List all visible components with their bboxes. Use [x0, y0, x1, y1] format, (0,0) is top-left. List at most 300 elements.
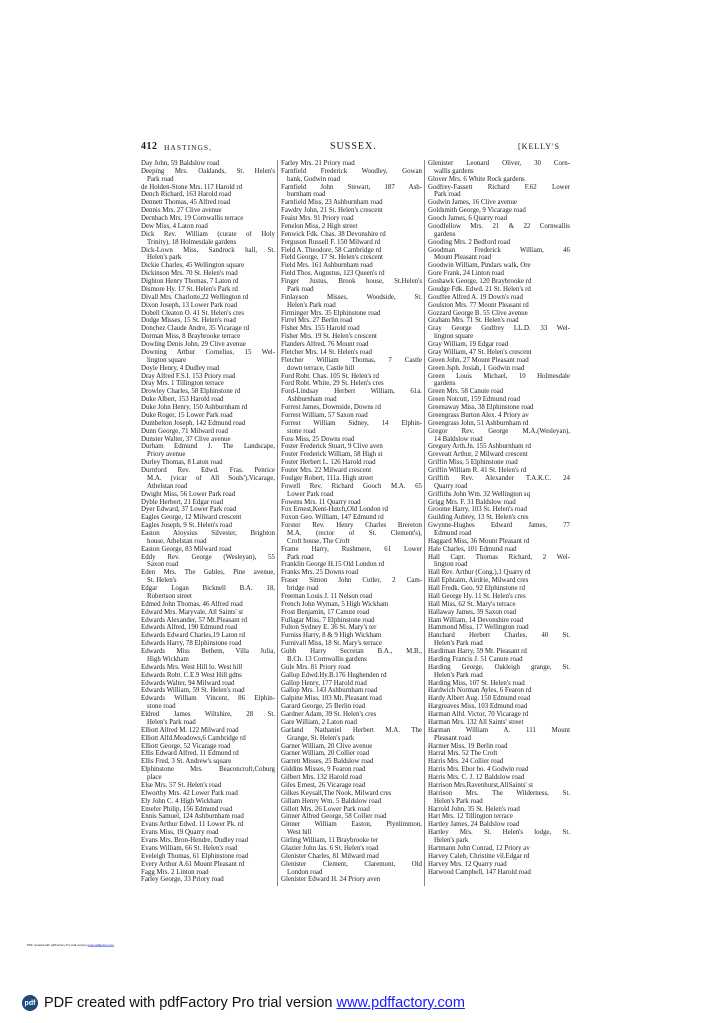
- entry-line: Gore Frank, 24 Linton road: [428, 270, 504, 278]
- entry-line: Frost Benjamin, 17 Canute road: [281, 608, 370, 616]
- directory-entry: [141, 680, 275, 688]
- entry-line: Fox Ernest,Kent-Hutch,Old London rd: [281, 506, 388, 514]
- entry-continuation-line: Saxon road: [147, 561, 179, 569]
- entry-line: de Holden-Stone Mrs. 117 Harold rd: [141, 183, 243, 191]
- directory-entry: [428, 593, 570, 601]
- entry-line: Greengrass Burton Alex. 4 Priory av: [428, 411, 529, 419]
- directory-entry: [141, 317, 275, 325]
- directory-entry: [281, 420, 422, 436]
- entry-line: Green Louis Michael, 10 Holmesdale: [428, 372, 570, 380]
- entry-line: Farley Mrs. 21 Priory road: [281, 160, 355, 167]
- entry-line: Easton Aloysius Silvester, Brighton: [141, 530, 275, 538]
- entry-line: Foulger Robert, 111a. High street: [281, 474, 374, 482]
- directory-entry: [428, 310, 570, 318]
- entry-continuation-line: Helen's Park road: [287, 301, 336, 309]
- entry-line: Hardy Albert Aug. 150 Edmund road: [428, 695, 531, 703]
- directory-entry: [428, 758, 570, 766]
- entry-line: Garner William, 20 Collier road: [281, 750, 370, 758]
- directory-entry: [141, 601, 275, 609]
- entry-continuation-line: B.Ch. 13 Cornwallis gardens: [287, 655, 367, 663]
- entry-line: Duke John Henry, 150 Ashburnham rd: [141, 404, 248, 412]
- entry-line: Haggard Miss, 36 Mount Pleasant rd: [428, 537, 530, 545]
- directory-entry: [428, 459, 570, 467]
- small-footer-text: PDF created with pdfFactory Pro trial version: [27, 944, 87, 947]
- entry-line: Edwards Walter, 94 Milward road: [141, 679, 235, 687]
- entry-line: Harrison Mrs. The Wilderness, St.: [428, 789, 570, 797]
- entry-line: Forrest James, Downside, Downs rd: [281, 404, 381, 412]
- entry-line: Gilbert Mrs. 132 Harold road: [281, 774, 362, 782]
- entry-line: Edwards William, 59 St. Helen's road: [141, 687, 245, 695]
- directory-entry: [281, 254, 422, 262]
- directory-entry: [141, 845, 275, 853]
- directory-entry: [141, 436, 275, 444]
- entry-line: Griffith Rev. Alexander T.A.K.C. 24: [428, 474, 570, 482]
- entry-line: Dray Mrs. 1 Tillington terrace: [141, 380, 224, 388]
- directory-entry: [281, 648, 422, 664]
- entry-line: Edwards Alexander, 57 Mt.Pleasant rd: [141, 616, 248, 624]
- entry-line: Dowling Denis John, 29 Clive avenue: [141, 341, 246, 349]
- directory-entry: [428, 727, 570, 743]
- directory-entry: [428, 420, 570, 428]
- entry-line: Glover Mrs. 6 White Rock gardens: [428, 175, 525, 183]
- directory-entry: [428, 546, 570, 554]
- entry-line: Greveatt Arthur, 2 Milward crescent: [428, 451, 528, 459]
- entry-line: Furniss Harry, 8 & 9 High Wickham: [281, 632, 382, 640]
- entry-line: Elliott Alfd.Meadows,6 Cambridge rd: [141, 734, 246, 742]
- directory-entry: [281, 270, 422, 278]
- entry-line: Forrest William, 57 Saxon road: [281, 411, 368, 419]
- entry-line: Harris Mrs. 24 Collier road: [428, 758, 504, 766]
- directory-entry: [281, 239, 422, 247]
- directory-entry: [281, 341, 422, 349]
- entry-line: Glenister Edward H. 24 Priory aven: [281, 876, 381, 884]
- entry-line: Edwards Robt. C.E.9 West Hill gdns: [141, 671, 242, 679]
- entry-continuation-line: bridge road: [287, 585, 319, 593]
- entry-line: Fraser Simon John Cutler, 2 Cam-: [281, 577, 422, 585]
- entry-line: Eveleigh Thomas, 61 Elphinstone road: [141, 852, 249, 860]
- directory-entry: [141, 294, 275, 302]
- entry-line: Fenwick Fdk. Chas. 38 Devonshire rd: [281, 230, 386, 238]
- directory-entry: [141, 522, 275, 530]
- entry-line: Foster Frederick William, 58 High st: [281, 451, 383, 459]
- entry-line: Foster Frederick Stuart, 9 Clive aven: [281, 443, 383, 451]
- directory-entry: [281, 632, 422, 640]
- entry-line: Ham William, 14 Devonshire road: [428, 616, 524, 624]
- entry-line: Elphinstone Mrs. Beaconcroft,Coburg: [141, 766, 275, 774]
- entry-line: Garard George, 25 Berlin road: [281, 703, 366, 711]
- directory-entry: [281, 750, 422, 758]
- directory-entry: [141, 302, 275, 310]
- entry-line: Dorman Miss, 8 Braybrooke terrace: [141, 333, 241, 341]
- entry-line: Farnfield John Stewart, 187 Ash-: [281, 183, 422, 191]
- entry-line: Evans Mrs. Bron-Hendre, Dudley road: [141, 837, 249, 845]
- running-head-county: SUSSEX.: [330, 141, 377, 152]
- directory-entry: [141, 499, 275, 507]
- entry-line: Glenister Charles, 81 Milward road: [281, 852, 379, 860]
- entry-line: Harmer Miss, 19 Berlin road: [428, 742, 508, 750]
- entry-line: Dray Alfred F.S.I. 153 Priory road: [141, 372, 236, 380]
- directory-entry: [428, 585, 570, 593]
- entry-continuation-line: lington square: [434, 333, 474, 341]
- directory-entry: [141, 735, 275, 743]
- directory-entry: [141, 404, 275, 412]
- entry-line: Farnfield Frederick Woodley, Gowan: [281, 167, 422, 175]
- directory-entry: [281, 680, 422, 688]
- directory-entry: [428, 869, 570, 877]
- directory-entry: [281, 522, 422, 546]
- entry-line: Dismore Hy. 17 St. Helen's Park rd: [141, 285, 238, 293]
- directory-entry: [428, 569, 570, 577]
- directory-entry: [281, 695, 422, 703]
- footer-text: PDF created with pdfFactory Pro trial version: [44, 995, 333, 1011]
- entry-line: Edwards Edward Charles,19 Laton rd: [141, 632, 245, 640]
- directory-entry: [281, 561, 422, 569]
- directory-entry: [141, 821, 275, 829]
- directory-entry: [141, 373, 275, 381]
- directory-entry: [281, 262, 422, 270]
- small-footer-link[interactable]: www.pdffactory.com: [87, 944, 115, 947]
- entry-line: Hall Rev. Arthur (Cong.),1 Quarry rd: [428, 569, 531, 577]
- entry-line: Godwin James, 16 Clive avenue: [428, 199, 517, 207]
- entry-continuation-line: St. Helen's: [147, 577, 177, 585]
- entry-continuation-line: Park road: [287, 553, 314, 561]
- entry-line: Gare William, 2 Laton road: [281, 718, 357, 726]
- entry-continuation-line: Helen's Park road: [147, 718, 196, 726]
- directory-entry: [281, 672, 422, 680]
- directory-entry: [281, 758, 422, 766]
- directory-entry: [141, 782, 275, 790]
- directory-entry: [428, 821, 570, 829]
- entry-line: Gallop Edwd.Hy.B.176 Hughenden rd: [281, 671, 387, 679]
- directory-entry: [428, 475, 570, 491]
- directory-entry: [141, 585, 275, 601]
- entry-line: Hartley James, 24 Baldslow road: [428, 821, 520, 829]
- entry-line: Ferguson Russell F. 150 Milward rd: [281, 238, 381, 246]
- entry-line: Dennis Mrs. 27 Clive avenue: [141, 207, 222, 215]
- directory-entry: [428, 853, 570, 861]
- directory-entry: [141, 365, 275, 373]
- directory-entry: [141, 869, 275, 877]
- entry-line: Downing Arthur Cornelius, 15 Wel-: [141, 348, 275, 356]
- entry-line: Field A. Theodore, 58 Cambridge rd: [281, 246, 382, 254]
- entry-line: Harman William A. 111 Mount: [428, 726, 570, 734]
- entry-line: Goulston Mrs. 77 Mount Pleasant rd: [428, 301, 529, 309]
- directory-entry: [141, 853, 275, 861]
- entry-line: French John Wyman, 5 High Wickham: [281, 600, 389, 608]
- directory-entry: [428, 223, 570, 239]
- entry-line: Ginner Alfred George, 58 Collier road: [281, 813, 387, 821]
- entry-line: Feaist Mrs. 91 Priory road: [281, 215, 354, 223]
- entry-line: Dernbach Mrs. 19 Cornwallis terrace: [141, 215, 244, 223]
- entry-continuation-line: gardens: [434, 380, 456, 388]
- directory-entry: [281, 317, 422, 325]
- directory-entry: [428, 538, 570, 546]
- entry-line: Giddins Misses, 9 Fearon road: [281, 766, 366, 774]
- entry-line: Harding George, Oakleigh grange, St.: [428, 663, 570, 671]
- directory-entry: [141, 184, 275, 192]
- directory-entry: [281, 853, 422, 861]
- entry-line: Gallop Henry, 177 Harold road: [281, 679, 367, 687]
- directory-entry: [141, 247, 275, 263]
- entry-line: Dumbelton Joseph, 142 Edmund road: [141, 419, 246, 427]
- entry-line: Franklin George H.15 Old London rd: [281, 561, 385, 569]
- directory-entry: [428, 774, 570, 782]
- entry-line: Eden Mrs. The Gables, Pine avenue,: [141, 569, 275, 577]
- directory-entry: [141, 380, 275, 388]
- directory-entry: [141, 632, 275, 640]
- entry-line: Dench Richard, 163 Harold road: [141, 191, 232, 199]
- entry-line: Durham Edmund J. The Landscape,: [141, 443, 275, 451]
- entry-continuation-line: Park road: [287, 285, 314, 293]
- directory-entry: [281, 601, 422, 609]
- directory-entry: [141, 310, 275, 318]
- entry-continuation-line: High Wickham: [147, 655, 189, 663]
- directory-entry: [281, 373, 422, 381]
- entry-line: Garland Nathaniel Herbert M.A. The: [281, 726, 422, 734]
- directory-entry: [281, 711, 422, 719]
- directory-entry: [428, 664, 570, 680]
- directory-entry: [281, 199, 422, 207]
- directory-entry: [141, 758, 275, 766]
- directory-entry: [141, 640, 275, 648]
- entry-continuation-line: lington square: [147, 356, 187, 364]
- entry-line: Fisher Mrs. 19 St. Helen's crescent: [281, 333, 377, 341]
- directory-entry: [281, 861, 422, 877]
- entry-line: Elliott George, 52 Vicarage road: [141, 742, 231, 750]
- entry-continuation-line: Mount Pleasant road: [434, 254, 492, 262]
- entry-line: Dodge Misses, 15 St. Helen's road: [141, 317, 236, 325]
- directory-entry: [281, 506, 422, 514]
- entry-continuation-line: Park road: [147, 175, 174, 183]
- directory-entry: [141, 349, 275, 365]
- entry-line: Graham Mrs. 71 St. Helen's road: [428, 317, 519, 325]
- entry-line: Every Arthur A.61 Mount Pleasant rd: [141, 860, 245, 868]
- entry-line: Fenelon Miss, 2 High street: [281, 222, 358, 230]
- directory-entry: [141, 829, 275, 837]
- directory-entry: [281, 278, 422, 294]
- directory-entry: [428, 506, 570, 514]
- directory-entry: [428, 680, 570, 688]
- directory-entry: [428, 743, 570, 751]
- entry-line: Flanders Alfred, 76 Mount road: [281, 341, 369, 349]
- entry-line: Fowens Mrs. 11 Quarry road: [281, 498, 361, 506]
- entry-line: Green Mrs. 58 Canute road: [428, 388, 504, 396]
- directory-entry: [141, 766, 275, 782]
- directory-entry: [428, 467, 570, 475]
- directory-entry: [428, 790, 570, 806]
- directory-entry: [428, 695, 570, 703]
- entry-line: Hanchard Herbert Charles, 40 St.: [428, 632, 570, 640]
- entry-line: Harman Alfd. Victor, 70 Vicarage rd: [428, 711, 529, 719]
- footer-link[interactable]: www.pdffactory.com: [336, 995, 465, 1011]
- entry-line: Freeman Louis J. 11 Nelson road: [281, 592, 373, 600]
- directory-entry: [428, 451, 570, 459]
- entry-line: Goudge Fdk. Edwd. 21 St. Helen's rd: [428, 285, 531, 293]
- entry-line: Griffin Miss, 5 Elphinstone road: [428, 459, 518, 467]
- entry-line: Gozzard George B. 55 Clive avenue: [428, 309, 528, 317]
- directory-entry: [141, 286, 275, 294]
- entry-line: Drowley Charles, 58 Elphinstone rd: [141, 388, 241, 396]
- directory-entry: [141, 514, 275, 522]
- entry-line: Duke Albert, 153 Harold road: [141, 396, 224, 404]
- directory-entry: [281, 719, 422, 727]
- directory-entry: [141, 861, 275, 869]
- entry-line: Field Mrs. 161 Ashburnham road: [281, 262, 373, 270]
- entry-line: Ennis Samuel, 124 Ashburnham road: [141, 813, 244, 821]
- entry-line: Foxon Geo. William, 147 Edmund rd: [281, 514, 384, 522]
- entry-continuation-line: Helen's Park road: [434, 797, 483, 805]
- entry-line: Frame Harry, Rushmere, 61 Lower: [281, 545, 422, 553]
- entry-line: Griffin William R. 41 St. Helen's rd: [428, 467, 527, 475]
- entry-line: Dighton Henry Thomas, 7 Laton rd: [141, 278, 239, 286]
- directory-entry: [428, 861, 570, 869]
- entry-line: Hall Capt. Thomas Richard, 2 Wel-: [428, 553, 570, 561]
- directory-entry: [428, 687, 570, 695]
- entry-continuation-line: Helen's park: [434, 837, 469, 845]
- directory-entry: [281, 806, 422, 814]
- entry-line: Goshawk George, 120 Braybrooke rd: [428, 278, 532, 286]
- directory-entry: [141, 727, 275, 735]
- entry-line: Giles Ernest, 26 Vicarage road: [281, 781, 366, 789]
- entry-continuation-line: Athelstan road: [147, 482, 188, 490]
- entry-line: Elworthy Mrs. 42 Lower Park road: [141, 789, 238, 797]
- directory-entry: [281, 837, 422, 845]
- directory-column-3: [428, 160, 570, 876]
- entry-line: Forster Rev. Henry Charles Brereton: [281, 522, 422, 530]
- directory-entry: [281, 640, 422, 648]
- entry-line: Hartley Mrs. St. Helen's lodge, St.: [428, 829, 570, 837]
- directory-entry: [428, 207, 570, 215]
- entry-line: Dick-Lown Miss, Sandrock hall, St.: [141, 246, 275, 254]
- entry-line: Hammond Miss, 17 Wellington road: [428, 624, 529, 632]
- entry-continuation-line: M.A. (rector of St. Clement's),: [287, 529, 422, 537]
- entry-line: Ely John C. 4 High Wickham: [141, 797, 223, 805]
- directory-entry: [281, 467, 422, 475]
- directory-entry: [281, 223, 422, 231]
- directory-entry: [281, 845, 422, 853]
- directory-entry: [141, 396, 275, 404]
- entry-line: Divall Mrs. Charlotte,22 Wellington rd: [141, 293, 249, 301]
- directory-entry: [141, 412, 275, 420]
- entry-line: Gwynne-Hughes Edward James, 77: [428, 522, 570, 530]
- entry-line: Hale Charles, 101 Edmund road: [428, 545, 517, 553]
- entry-line: Edwards Mrs. West Hill lo. West hill: [141, 663, 243, 671]
- entry-line: Dunn George, 71 Milward road: [141, 427, 228, 435]
- directory-entry: [428, 365, 570, 373]
- directory-entry: [141, 160, 275, 168]
- entry-line: Gooding Mrs. 2 Bedford road: [428, 238, 511, 246]
- entry-continuation-line: Quarry road: [434, 482, 468, 490]
- directory-entry: [428, 286, 570, 294]
- directory-entry: [141, 609, 275, 617]
- directory-entry: [428, 184, 570, 200]
- small-footer-note: [27, 944, 114, 947]
- entry-line: Ford Robt. White, 29 St. Helen's cres: [281, 380, 384, 388]
- entry-line: Durley Thomas, 8 Laton road: [141, 459, 223, 467]
- entry-line: Finger Justus, Brook house, St.Helen's: [281, 278, 422, 286]
- directory-entry: [281, 294, 422, 310]
- entry-continuation-line: Helen's Park road: [434, 640, 483, 648]
- directory-entry: [281, 593, 422, 601]
- entry-line: Garrett Misses, 25 Baldslow road: [281, 758, 374, 766]
- entry-line: Ellis Edward Alfred, 11 Edmund rd: [141, 750, 239, 758]
- directory-entry: [141, 333, 275, 341]
- entry-line: Dobell Cleaton O. 41 St. Helen's cres: [141, 309, 245, 317]
- entry-line: Ginner William Easton, Plynlimmon,: [281, 821, 422, 829]
- entry-line: Gillett Mrs. 26 Lower Park road: [281, 805, 370, 813]
- entry-line: Firrel Mrs. 27 Berlin road: [281, 317, 353, 325]
- entry-line: Hartmann John Conrad, 12 Priory av: [428, 844, 530, 852]
- entry-line: Dwight Miss, 56 Lower Park road: [141, 490, 236, 498]
- entry-line: Doyle Henry, 4 Dudley road: [141, 364, 220, 372]
- entry-line: Forrest William Sidney, 14 Elphin-: [281, 419, 422, 427]
- entry-line: Green John, 27 Mount Pleasant road: [428, 356, 529, 364]
- directory-entry: [141, 467, 275, 491]
- directory-entry: [428, 317, 570, 325]
- directory-entry: [428, 514, 570, 522]
- entry-line: Day John, 59 Baldslow road: [141, 160, 220, 167]
- entry-line: Furnivall Miss, 18 St. Mary's terrace: [281, 640, 382, 648]
- directory-entry: [141, 223, 275, 231]
- entry-line: Galpine Miss, 103 Mt. Pleasant road: [281, 695, 382, 703]
- entry-continuation-line: burnham road: [287, 191, 326, 199]
- directory-entry: [141, 672, 275, 680]
- directory-entry: [281, 207, 422, 215]
- directory-entry: [428, 703, 570, 711]
- directory-entry: [428, 648, 570, 656]
- directory-entry: [281, 577, 422, 593]
- entry-line: Hallaway James, 39 Saxon road: [428, 608, 517, 616]
- directory-entry: [428, 278, 570, 286]
- entry-line: Goodman Frederick William, 46: [428, 246, 570, 254]
- entry-continuation-line: stone road: [147, 703, 176, 711]
- entry-line: Fagg Mrs. 2 Linton road: [141, 868, 209, 876]
- directory-entry: [428, 341, 570, 349]
- entry-continuation-line: lington road: [434, 561, 468, 569]
- directory-entry: [428, 711, 570, 719]
- entry-line: Evans Arthur Edwd. 11 Lower Pk. rd: [141, 821, 244, 829]
- entry-line: Firminger Mrs. 35 Elphinstone road: [281, 309, 381, 317]
- entry-line: Eagles Joseph, 9 St. Helen's road: [141, 522, 232, 530]
- directory-entry: [428, 845, 570, 853]
- entry-line: Harris Mrs. Ebor ho. 4 Godwin road: [428, 766, 529, 774]
- entry-line: Gule Mrs. 81 Priory road: [281, 663, 351, 671]
- directory-entry: [428, 160, 570, 176]
- column-divider: [424, 160, 425, 886]
- entry-continuation-line: Grange, St. Helen's park: [287, 734, 355, 742]
- entry-continuation-line: West hill: [287, 829, 312, 837]
- directory-entry: [141, 743, 275, 751]
- entry-line: Fullagar Miss, 7 Elphinstone road: [281, 616, 375, 624]
- directory-entry: [281, 168, 422, 184]
- entry-line: Foss Miss, 25 Downs road: [281, 435, 355, 443]
- directory-entry: [281, 821, 422, 837]
- directory-entry: [281, 388, 422, 404]
- entry-continuation-line: Helen's Park road: [434, 671, 483, 679]
- directory-entry: [428, 813, 570, 821]
- entry-line: Harding Miss, 107 St. Helen's road: [428, 679, 525, 687]
- entry-continuation-line: Ashburnham road: [287, 396, 337, 404]
- directory-entry: [141, 191, 275, 199]
- entry-line: Edwards William Vincent, 86 Elphin-: [141, 695, 275, 703]
- entry-line: Hardwich Norman Ayles, 6 Fearon rd: [428, 687, 532, 695]
- entry-line: Finlayson Misses, Woodside, St.: [281, 293, 422, 301]
- entry-line: Ellis Fred, 3 St. Andrew's square: [141, 758, 232, 766]
- directory-entry: [281, 546, 422, 562]
- entry-line: Gubb Harry Secretan B.A., M.B.,: [281, 648, 422, 656]
- directory-entry: [428, 199, 570, 207]
- directory-entry: [428, 247, 570, 263]
